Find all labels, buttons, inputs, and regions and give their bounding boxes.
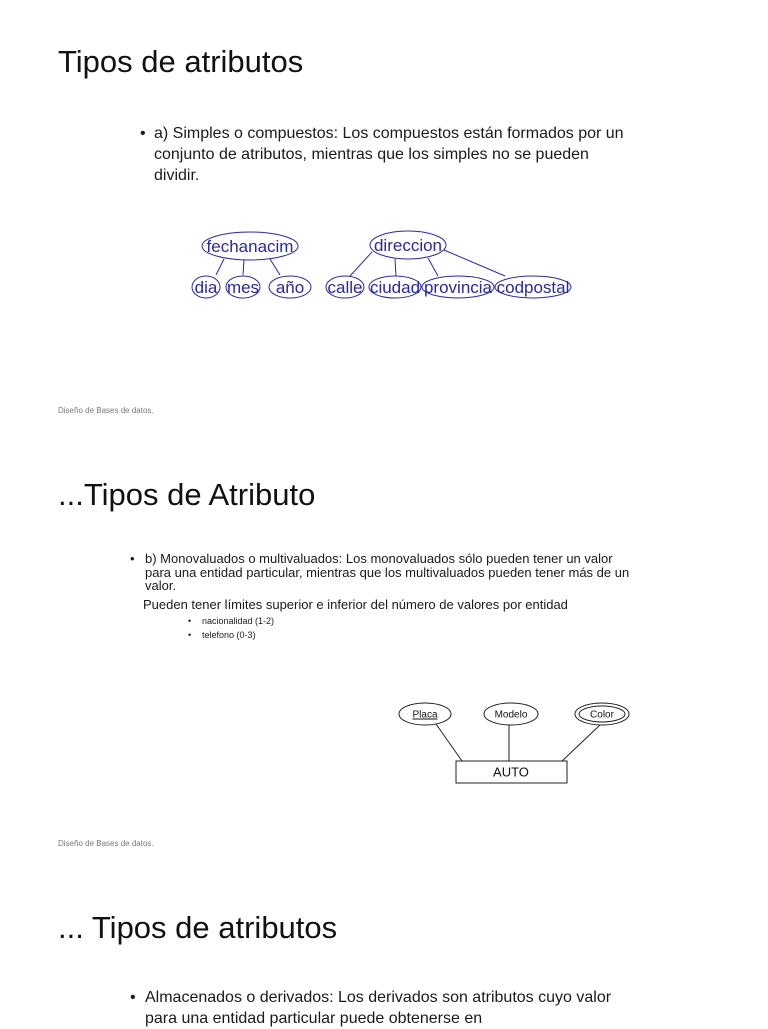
entity-label-auto: AUTO (493, 764, 529, 780)
attr-label-color: Color (590, 709, 614, 721)
slide-2-subtext: Pueden tener límites superior e inferior del número de valores por entidad (143, 597, 568, 612)
bullet-dot: • (140, 125, 146, 142)
diagram-label-codpostal: codpostal (496, 278, 570, 297)
slide-3-title: ... Tipos de atributos (58, 910, 338, 945)
bullet-dot: • (188, 630, 192, 640)
slide-2-footer: Diseño de Bases de datos. (58, 839, 154, 848)
diagram-label-anio: año (275, 278, 305, 297)
slide-2-bullet-text: b) Monovaluados o multivaluados: Los monovaluados sólo pueden tener un valor para una entidad particular, mientras que los multivaluados pueden tener más de un valor. (145, 551, 630, 593)
slide-1-title: Tipos de atributos (58, 44, 304, 79)
diagram-label-ciudad: ciudad (369, 278, 421, 297)
slide-3-bullet (130, 987, 645, 1029)
bullet-dot: • (130, 989, 136, 1006)
slide-2-title: ...Tipos de Atributo (58, 477, 316, 512)
slide-3-bullet-text: Almacenados o derivados: Los derivados son atributos cuyo valor para una entidad particular puede obtenerse en (145, 989, 612, 1027)
diagram-label-provincia: provincia (423, 278, 493, 297)
diagram-label-direccion: direccion (373, 236, 443, 255)
bullet-dot: • (188, 616, 192, 626)
attr-label-modelo: Modelo (494, 709, 528, 721)
sub-bullet-text: nacionalidad (1-2) (202, 616, 275, 626)
diagram-label-fechanacim: fechanacim (206, 237, 294, 256)
sub-bullet-text: telefono (0-3) (202, 630, 256, 640)
diagram-label-dia: dia (194, 278, 218, 297)
slide-1-footer: Diseño de Bases de datos. (58, 406, 154, 415)
diagram-label-calle: calle (327, 278, 363, 297)
diagram-label-mes: mes (226, 278, 260, 297)
attr-label-placa: Placa (412, 709, 438, 721)
slide-1-bullet-text: a) Simples o compuestos: Los compuestos están formados por un conjunto de atributos, mientras que los simples no se pueden dividir. (154, 125, 624, 184)
bullet-dot: • (130, 551, 135, 566)
